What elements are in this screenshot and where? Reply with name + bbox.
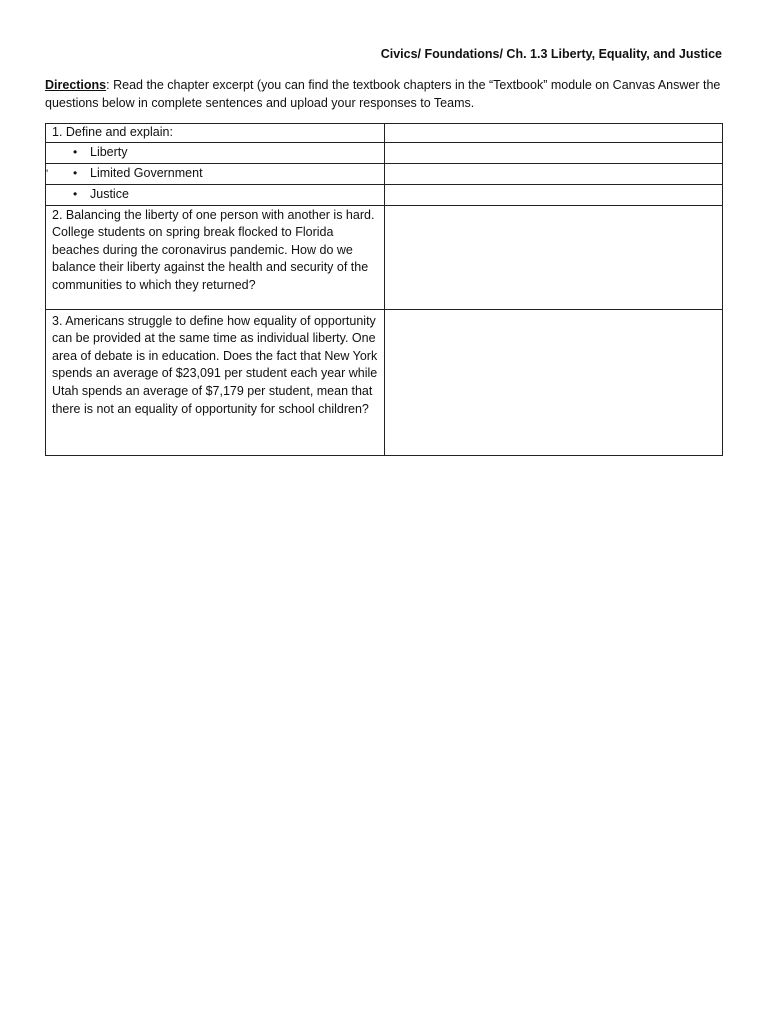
question-1-prompt: 1. Define and explain: bbox=[46, 124, 385, 143]
term-justice: Justice bbox=[90, 186, 129, 201]
question-3-prompt: 3. Americans struggle to define how equality of opportunity can be provided at the same time as individual liberty. One area of debate is in education. Does the fact that New York spends an average of $23,091 per student each year while Utah spends an average of $7,179 per student, mean that there is not an equality of opportunity for school children? bbox=[46, 309, 385, 455]
term-cell-liberty bbox=[46, 142, 385, 163]
answer-cell-liberty[interactable] bbox=[384, 142, 722, 163]
term-cell-limited-government bbox=[46, 163, 385, 184]
directions-text: : Read the chapter excerpt (you can find the textbook chapters in the “Textbook” module on Canvas Answer the questions below in complete sentences and upload your responses to Teams. bbox=[45, 78, 721, 110]
directions-paragraph bbox=[45, 76, 735, 112]
answer-cell-question-2[interactable] bbox=[384, 205, 722, 309]
table-row-question-1 bbox=[46, 124, 723, 143]
answer-cell-question-3[interactable] bbox=[384, 309, 722, 455]
table-row-question-3 bbox=[46, 309, 723, 455]
answer-cell-limited-government[interactable] bbox=[384, 163, 722, 184]
answer-cell-question-1[interactable] bbox=[384, 124, 722, 143]
table-row-justice bbox=[46, 184, 723, 205]
document-title: Civics/ Foundations/ Ch. 1.3 Liberty, Equality, and Justice bbox=[380, 47, 722, 61]
bullet-icon: • bbox=[73, 144, 78, 159]
term-liberty: Liberty bbox=[90, 144, 128, 159]
bullet-icon: • bbox=[73, 165, 78, 180]
bullet-icon: • bbox=[73, 186, 78, 201]
table-row-question-2 bbox=[46, 205, 723, 309]
answer-cell-justice[interactable] bbox=[384, 184, 722, 205]
question-2-prompt: 2. Balancing the liberty of one person with another is hard. College students on spring break flocked to Florida beaches during the coronavirus pandemic. How do we balance their liberty against the health and security of the communities to which they returned? bbox=[46, 205, 385, 309]
table-row-limited-government bbox=[46, 163, 723, 184]
term-cell-justice bbox=[46, 184, 385, 205]
worksheet-table bbox=[45, 123, 723, 456]
table-row-liberty bbox=[46, 142, 723, 163]
directions-label: Directions bbox=[45, 78, 107, 92]
stray-mark: ' bbox=[46, 167, 49, 180]
term-limited-government: Limited Government bbox=[90, 165, 203, 180]
